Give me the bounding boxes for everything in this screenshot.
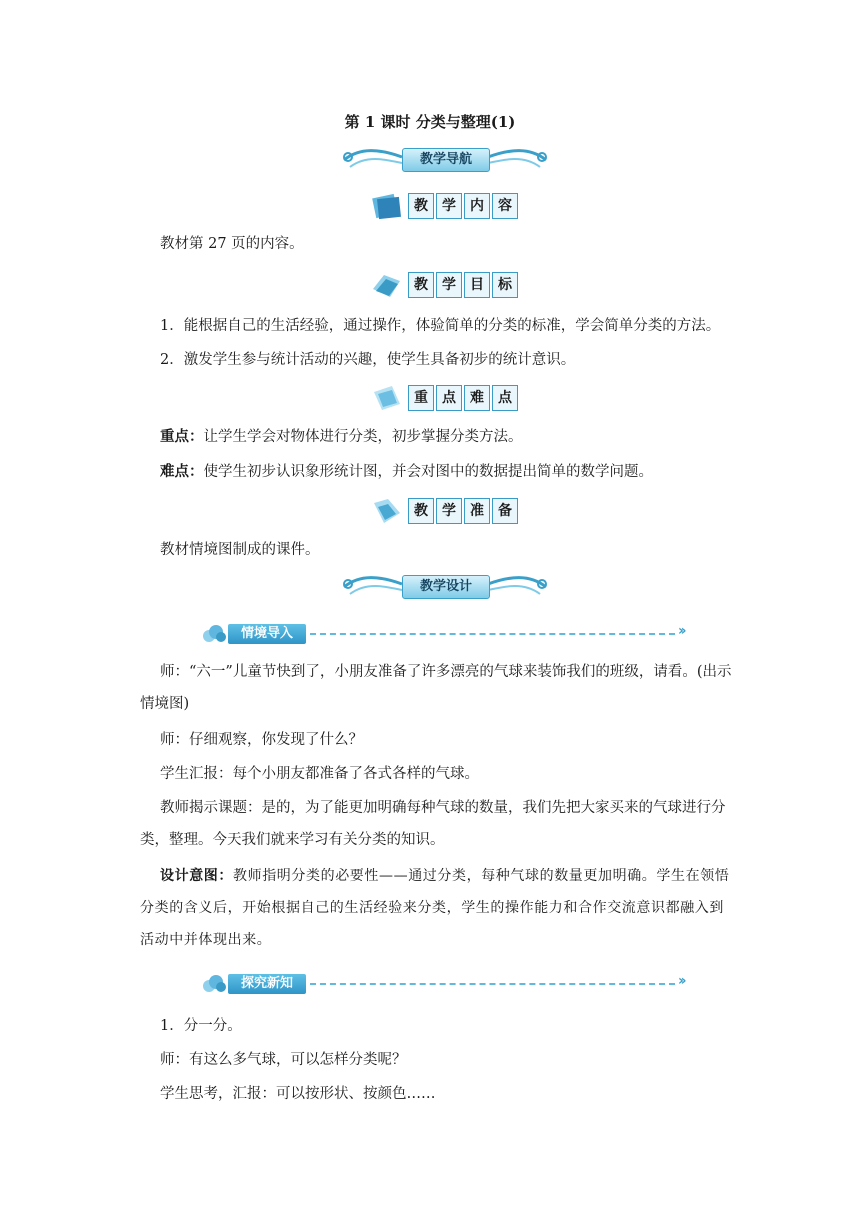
header-char: 容: [492, 193, 518, 219]
paragraph: 师：“六一”儿童节快到了，小朋友准备了许多漂亮的气球来装饰我们的班级，请看。(出示情境图): [140, 664, 732, 712]
focus-text: 让学生学会对物体进行分类，初步掌握分类方法。: [203, 429, 523, 445]
header-char: 教: [408, 498, 434, 524]
banner-label: 教学设计: [402, 575, 490, 599]
header-teaching-prep: [370, 495, 520, 527]
header-char: 难: [464, 385, 490, 411]
section-bar-explore-new: [200, 972, 695, 996]
header-char: 学: [436, 193, 462, 219]
goal-item: 2．激发学生参与统计活动的兴趣，使学生具备初步的统计意识。: [160, 352, 576, 368]
prep-text: 教材情境图制成的课件。: [160, 542, 320, 558]
cloud-icon: [200, 972, 228, 996]
paragraph: 学生思考，汇报：可以按形状、按颜色……: [160, 1086, 436, 1102]
header-char: 目: [464, 272, 490, 298]
paragraph: 1．分一分。: [160, 1018, 242, 1034]
header-char: 内: [464, 193, 490, 219]
content-text: 教材第 27 页的内容。: [160, 236, 304, 252]
header-char: 学: [436, 498, 462, 524]
header-char: 备: [492, 498, 518, 524]
goal-item: 1．能根据自己的生活经验，通过操作，体验简单的分类的标准，学会简单分类的方法。: [160, 318, 721, 334]
header-char: 教: [408, 193, 434, 219]
header-key-points: [370, 382, 520, 414]
section-label: 探究新知: [228, 974, 306, 994]
folder-icon: [370, 190, 404, 222]
header-char: 点: [436, 385, 462, 411]
header-teaching-content: [370, 190, 520, 222]
difficulty-text: 使学生初步认识象形统计图，并会对图中的数据提出简单的数学问题。: [203, 464, 653, 480]
header-char: 标: [492, 272, 518, 298]
header-char: 学: [436, 272, 462, 298]
section-bar-situation-intro: [200, 622, 695, 646]
header-char: 重: [408, 385, 434, 411]
focus-label: 重点：: [160, 428, 204, 445]
section-label: 情境导入: [228, 624, 306, 644]
page-title: 第 1 课时 分类与整理(1): [344, 113, 516, 131]
header-char: 教: [408, 272, 434, 298]
dashed-divider: [310, 983, 675, 985]
difficulty-line: [160, 456, 735, 488]
intent-label: 设计意图：: [160, 868, 233, 884]
banner-teaching-design: [340, 572, 550, 602]
paragraph: 师：仔细观察，你发现了什么？: [160, 732, 363, 748]
banner-label: 教学导航: [402, 148, 490, 172]
difficulty-label: 难点：: [160, 463, 204, 480]
paper-stack-icon: [370, 269, 404, 301]
focus-line: [160, 421, 735, 453]
paragraph: 学生汇报：每个小朋友都准备了各式各样的气球。: [160, 766, 479, 782]
design-intent: [140, 860, 735, 956]
double-chevron-icon: ››: [678, 623, 684, 639]
paragraph: 教师揭示课题：是的，为了能更加明确每种气球的数量，我们先把大家买来的气球进行分类，整理。今天我们就来学习有关分类的知识。: [140, 800, 726, 848]
book-icon: [370, 382, 404, 414]
paragraph: 师：有这么多气球，可以怎样分类呢？: [160, 1052, 407, 1068]
cloud-icon: [200, 622, 228, 646]
header-char: 准: [464, 498, 490, 524]
double-chevron-icon: ››: [678, 973, 684, 989]
intent-text: 教师指明分类的必要性——通过分类，每种气球的数量更加明确。学生在领悟分类的含义后，开始根据自己的生活经验来分类，学生的操作能力和合作交流意识都融入到活动中并体现出来。: [140, 868, 730, 948]
header-char: 点: [492, 385, 518, 411]
header-teaching-goals: [370, 269, 520, 301]
paper-stack-icon: [370, 495, 404, 527]
dashed-divider: [310, 633, 675, 635]
banner-teaching-nav: [340, 145, 550, 175]
